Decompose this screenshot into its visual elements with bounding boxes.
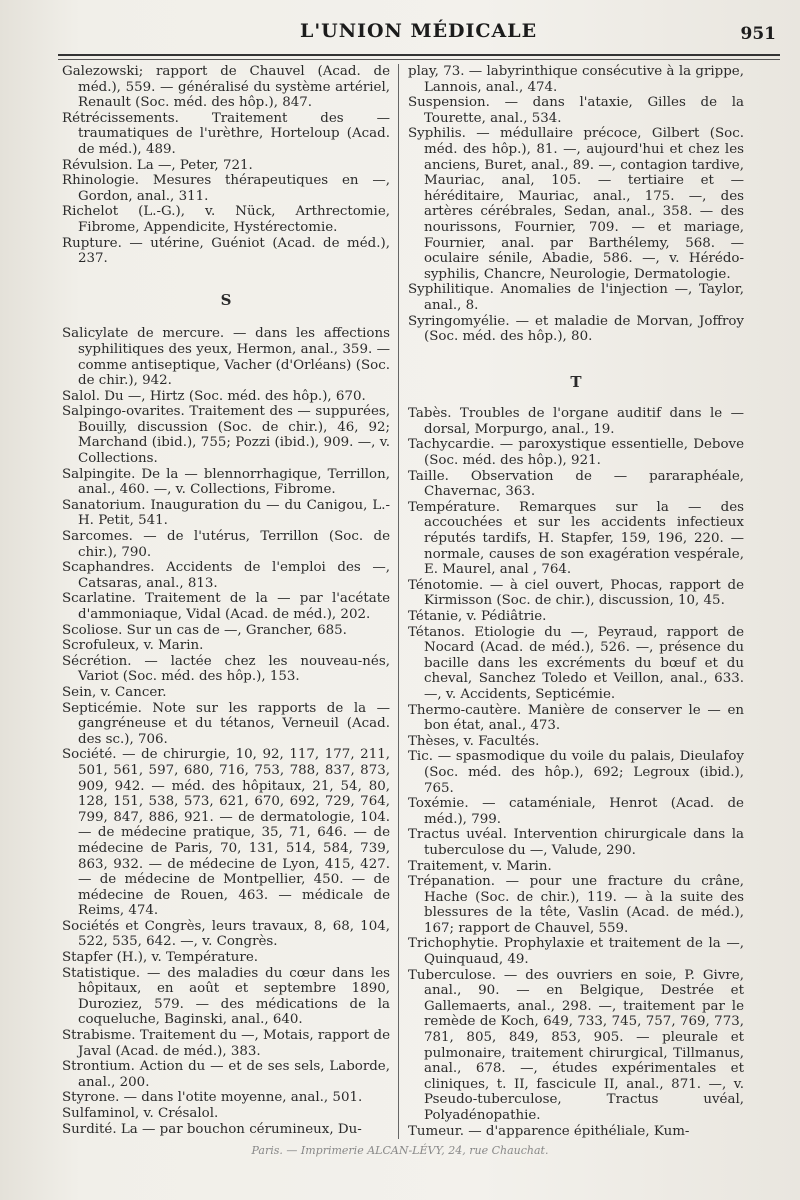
index-entry: Styrone. — dans l'otite moyenne, anal., 501. [62, 1090, 363, 1106]
index-entry: Sulfaminol, v. Crésalol. [62, 1106, 219, 1121]
index-entry: Surdité. La — par bouchon cérumineux, Du- [62, 1121, 362, 1137]
index-entry: Scaphandres. Accidents de l'emploi des —, Catsaras, anal., 813. [62, 560, 390, 591]
index-entry: Société. — de chirurgie, 10, 92, 117, 177, 211, 501, 561, 597, 680, 716, 753, 788, 837, 873, 909, 942. — méd. des hôpitaux, 21, 54, 80, 128, 151, 538, 573, 621, 670, 692, 729, 764, 799, 847, 886, 921. — de dermatologie, 104. — de médecine pratique, 35, 71, 646. — de médecine de Paris, 70, 131, 514, 584, 739, 863, 932. — de médecine de Lyon, 415, 427. — de médecine de Montpellier, 450. — de médecine de Rouen, 463. — médicale de Reims, 474. [62, 747, 390, 919]
index-entry: Traitement, v. Marin. [408, 858, 552, 874]
index-entry: Trichophytie. Prophylaxie et traitement de la —, Quinquaud, 49. [408, 936, 744, 968]
index-entry: Salicylate de mercure. — dans les affections syphilitiques des yeux, Hermon, anal., 359. — comme antiseptique, Vacher (d'Orléans) (Soc. de chir.), 942. [62, 326, 390, 389]
printer-imprint: Paris. — Imprimerie ALCAN-LÉVY, 24, rue Chauchat. [251, 1144, 549, 1157]
index-entry: Thèses, v. Facultés. [408, 733, 540, 749]
index-entry: Scarlatine. Traitement de la — par l'acétate d'ammoniaque, Vidal (Acad. de méd.), 202. [62, 591, 390, 622]
section-letter-t: T [570, 372, 582, 391]
index-entry: Richelot (L.-G.), v. Nück, Arthrectomie, Fibrome, Appendicite, Hystérectomie. [62, 204, 390, 235]
journal-title: L'UNION MÉDICALE [300, 20, 538, 42]
right-entries-t [408, 406, 744, 1139]
index-entry: Taille. Observation de — pararaphéale, Chavernac, 363. [408, 468, 744, 500]
index-entry: Toxémie. — cataméniale, Henrot (Acad. de méd.), 799. [408, 796, 744, 827]
index-entry: Sécrétion. — lactée chez les nouveau-nés, Variot (Soc. méd. des hôp.), 153. [62, 653, 390, 685]
index-entry: Thermo-cautère. Manière de conserver le — en bon état, anal., 473. [408, 702, 744, 734]
index-entry: Statistique. — des maladies du cœur dans les hôpitaux, en août et septembre 1890, Duroziez, 579. — des médications de la coqueluche, Baginski, anal., 640. [62, 965, 390, 1028]
index-entry: Tachycardie. — paroxystique essentielle, Debove (Soc. méd. des hôp.), 921. [408, 437, 744, 469]
column-divider [398, 64, 399, 1139]
left-entries-s [62, 326, 390, 1137]
index-entry: Strabisme. Traitement du —, Motais, rapport de Javal (Acad. de méd.), 383. [62, 1028, 390, 1059]
left-column [62, 64, 390, 1137]
right-column [408, 64, 744, 1139]
index-entry: Tétanos. Etiologie du —, Peyraud, rapport de Nocard (Acad. de méd.), 526. —, présence du bacille dans les excréments du bœuf et du cheval, Sanchez Toledo et Veillon, anal., 633. —, v. Accidents, Septicémie. [408, 624, 744, 702]
index-entry: Trépanation. — pour une fracture du crâne, Hache (Soc. de chir.), 119. — à la suite des blessures de la tête, Vaslin (Acad. de méd.), 167; rapport de Chauvel, 559. [408, 874, 744, 936]
index-entry: Salpingo-ovarites. Traitement des — suppurées, Bouilly, discussion (Soc. de chir.), 46, 92; Marchand (ibid.), 755; Pozzi (ibid.), 909. —, v. Collections. [62, 404, 390, 467]
index-entry: Strontium. Action du — et de ses sels, Laborde, anal., 200. [62, 1059, 390, 1090]
index-entry: Température. Remarques sur la — des accouchées et sur les accidents infectieux réputés tardifs, H. Stapfer, 159, 196, 220. — normale, causes de son exagération vespérale, E. Maurel, anal , 764. [408, 499, 744, 578]
index-entry: Septicémie. Note sur les rapports de la — gangréneuse et du tétanos, Verneuil (Acad. des sc.), 706. [62, 700, 390, 747]
index-entry: Sanatorium. Inauguration du — du Canigou, L.-H. Petit, 541. [62, 497, 390, 529]
index-entry: Rupture. — utérine, Guéniot (Acad. de méd.), 237. [62, 235, 390, 267]
running-header [0, 14, 800, 50]
index-entry: Syphilitique. Anomalies de l'injection —, Taylor, anal., 8. [408, 282, 744, 313]
index-entry: Sociétés et Congrès, leurs travaux, 8, 68, 104, 522, 535, 642. —, v. Congrès. [62, 918, 390, 950]
index-entry: Galezowski; rapport de Chauvel (Acad. de méd.), 559. — généralisé du système artériel, Renault (Soc. méd. des hôp.), 847. [62, 64, 390, 111]
index-entry: Salol. Du —, Hirtz (Soc. méd. des hôp.), 670. [62, 388, 366, 404]
right-entries-s [408, 64, 744, 345]
index-entry: Tuberculose. — des ouvriers en soie, P. Givre, anal., 90. — en Belgique, Destrée et Gallemaerts, anal., 298. —, traitement par le remède de Koch, 649, 733, 745, 757, 769, 773, 781, 805, 849, 853, 905. — pleurale et pulmonaire, traitement chirurgical, Tillmanus, anal., 678. —, études expérimentales et cliniques, t. II, fascicule II, anal., 871. —, v. Pseudo-tuberculose, Tractus uvéal, Polyadénopathie. [408, 967, 744, 1123]
section-letter-s: S [220, 290, 232, 309]
index-entry: Révulsion. La —, Peter, 721. [62, 157, 253, 173]
index-entry: Tumeur. — d'apparence épithéliale, Kum- [408, 1123, 690, 1139]
index-entry: Scrofuleux, v. Marin. [62, 638, 204, 654]
index-entry: Scoliose. Sur un cas de —, Grancher, 685. [62, 622, 347, 638]
index-entry: Syringomyélie. — et maladie de Morvan, Joffroy (Soc. méd. des hôp.), 80. [408, 313, 744, 345]
index-entry: Tabès. Troubles de l'organe auditif dans le — dorsal, Morpurgo, anal., 19. [408, 406, 744, 437]
index-entry: Syphilis. — médullaire précoce, Gilbert (Soc. méd. des hôp.), 81. —, aujourd'hui et chez les anciens, Buret, anal., 89. —, contagion tardive, Mauriac, anal, 105. — tertiaire et — héréditaire, Mauriac, anal., 175. —, des artères cérébrales, Sedan, anal., 358. — des nourissons, Fournier, 709. — et mariage, Fournier, anal. par Barthélemy, 568. — oculaire sénile, Abadie, 586. —, v. Hérédo-syphilis, Chancre, Neurologie, Dermatologie. [408, 126, 744, 282]
index-entry: Salpingite. De la — blennorrhagique, Terrillon, anal., 460. —, v. Collections, Fibrome. [62, 466, 390, 498]
index-entry: Tétanie, v. Pédiâtrie. [408, 609, 547, 624]
index-entry: play, 73. — labyrinthique consécutive à la grippe, Lannois, anal., 474. [408, 64, 744, 95]
header-rule-thin [58, 59, 780, 60]
header-rule [58, 54, 780, 56]
page-number: 951 [740, 24, 776, 44]
index-entry: Suspension. — dans l'ataxie, Gilles de la Tourette, anal., 534. [408, 95, 744, 126]
index-entry: Tic. — spasmodique du voile du palais, Dieulafoy (Soc. méd. des hôp.), 692; Legroux (ibid.), 765. [408, 749, 744, 796]
index-entry: Rhinologie. Mesures thérapeutiques en —, Gordon, anal., 311. [62, 173, 390, 204]
index-entry: Ténotomie. — à ciel ouvert, Phocas, rapport de Kirmisson (Soc. de chir.), discussion, 10, 45. [408, 577, 744, 609]
index-entry: Tractus uvéal. Intervention chirurgicale dans la tuberculose du —, Valude, 290. [408, 827, 744, 858]
left-entries-r [62, 64, 390, 267]
index-entry: Rétrécissements. Traitement des — traumatiques de l'urèthre, Horteloup (Acad. de méd.), 489. [62, 110, 390, 157]
index-entry: Sein, v. Cancer. [62, 684, 167, 700]
index-entry: Sarcomes. — de l'utérus, Terrillon (Soc. de chir.), 790. [62, 529, 390, 560]
index-entry: Stapfer (H.), v. Température. [62, 950, 259, 966]
